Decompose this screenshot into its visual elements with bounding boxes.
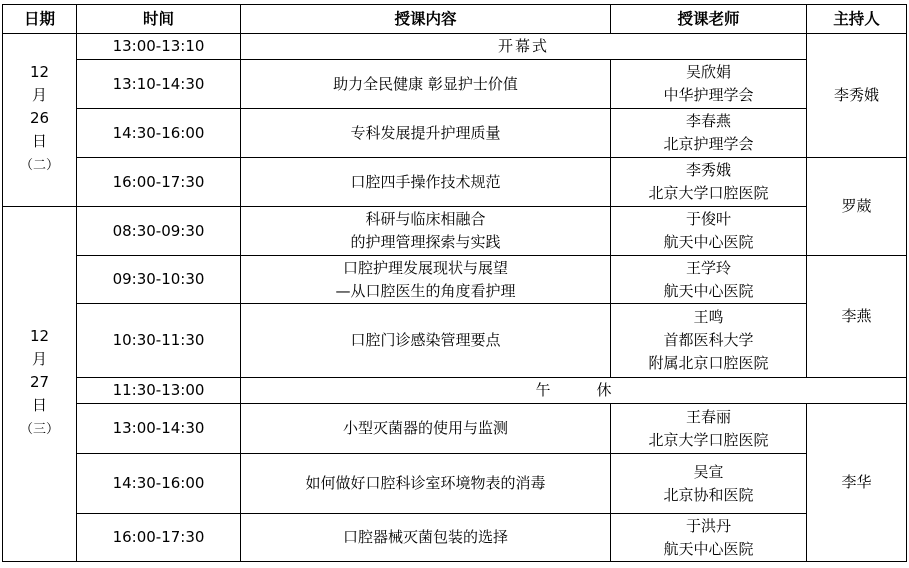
header-content: 授课内容 bbox=[241, 5, 611, 34]
header-row bbox=[3, 5, 907, 34]
date-day: 27 bbox=[29, 373, 50, 391]
content-line: 的护理管理探索与实践 bbox=[350, 233, 501, 251]
header-teacher: 授课老师 bbox=[611, 5, 807, 34]
session-teacher bbox=[611, 514, 807, 562]
host-cell: 罗葳 bbox=[807, 158, 907, 256]
teacher-name: 王春丽 bbox=[685, 407, 731, 426]
session-time: 14:30-16:00 bbox=[77, 454, 241, 514]
teacher-org: 中华护理学会 bbox=[663, 86, 754, 104]
teacher-name: 李春燕 bbox=[685, 112, 731, 130]
teacher-org: 航天中心医院 bbox=[663, 233, 754, 251]
teacher-name: 于洪丹 bbox=[685, 516, 731, 535]
host-cell: 李秀娥 bbox=[807, 34, 907, 158]
date-cell-day2 bbox=[3, 207, 77, 562]
session-time: 16:00-17:30 bbox=[77, 514, 241, 562]
teacher-org: 北京大学口腔医院 bbox=[648, 430, 769, 449]
session-content bbox=[241, 256, 611, 304]
session-time: 16:00-17:30 bbox=[77, 158, 241, 207]
date-day-unit: 日 bbox=[31, 132, 47, 150]
date-day: 26 bbox=[29, 109, 50, 127]
table-row bbox=[3, 256, 907, 304]
teacher-name: 吴欣娟 bbox=[685, 63, 731, 81]
session-content: 小型灭菌器的使用与监测 bbox=[241, 404, 611, 454]
host-cell: 李燕 bbox=[807, 256, 907, 378]
table-row bbox=[3, 404, 907, 454]
date-weekday: （三） bbox=[19, 422, 59, 437]
session-time: 14:30-16:00 bbox=[77, 109, 241, 158]
content-line: 科研与临床相融合 bbox=[365, 210, 486, 228]
session-content: 助力全民健康 彰显护士价值 bbox=[241, 60, 611, 109]
table-row bbox=[3, 60, 907, 109]
date-month: 12 bbox=[29, 327, 50, 345]
date-month: 12 bbox=[29, 63, 50, 81]
session-content: 口腔四手操作技术规范 bbox=[241, 158, 611, 207]
teacher-org: 北京大学口腔医院 bbox=[648, 184, 769, 202]
session-time: 09:30-10:30 bbox=[77, 256, 241, 304]
session-time: 13:10-14:30 bbox=[77, 60, 241, 109]
session-content bbox=[241, 207, 611, 256]
date-month-unit: 月 bbox=[31, 86, 47, 104]
session-time: 13:00-13:10 bbox=[77, 34, 241, 60]
session-content: 口腔器械灭菌包装的选择 bbox=[241, 514, 611, 562]
teacher-org: 北京协和医院 bbox=[663, 485, 754, 504]
session-time: 10:30-11:30 bbox=[77, 304, 241, 378]
header-time: 时间 bbox=[77, 5, 241, 34]
session-teacher bbox=[611, 256, 807, 304]
teacher-name: 吴宣 bbox=[693, 462, 724, 481]
session-content: 如何做好口腔科诊室环境物表的消毒 bbox=[241, 454, 611, 514]
session-content: 口腔门诊感染管理要点 bbox=[241, 304, 611, 378]
lunch-break bbox=[241, 378, 907, 404]
teacher-org: 航天中心医院 bbox=[663, 539, 754, 558]
session-content: 专科发展提升护理质量 bbox=[241, 109, 611, 158]
date-weekday: （二） bbox=[19, 158, 59, 173]
session-teacher bbox=[611, 109, 807, 158]
content-line: 口腔护理发展现状与展望 bbox=[342, 258, 508, 277]
teacher-name: 王鸣 bbox=[693, 308, 724, 326]
teacher-org: 北京护理学会 bbox=[663, 135, 754, 153]
schedule-table bbox=[2, 4, 907, 562]
session-teacher bbox=[611, 454, 807, 514]
teacher-name: 李秀娥 bbox=[685, 161, 731, 179]
session-time: 08:30-09:30 bbox=[77, 207, 241, 256]
session-teacher bbox=[611, 158, 807, 207]
table-row bbox=[3, 34, 907, 60]
teacher-org: 航天中心医院 bbox=[663, 281, 754, 300]
host-cell: 李华 bbox=[807, 404, 907, 562]
teacher-org: 首都医科大学 bbox=[663, 331, 754, 349]
session-time: 13:00-14:30 bbox=[77, 404, 241, 454]
date-month-unit: 月 bbox=[31, 350, 47, 368]
teacher-name: 王学玲 bbox=[685, 258, 731, 277]
session-teacher bbox=[611, 304, 807, 378]
table-row bbox=[3, 454, 907, 514]
date-cell-day1 bbox=[3, 34, 77, 207]
session-teacher bbox=[611, 404, 807, 454]
header-date: 日期 bbox=[3, 5, 77, 34]
table-row bbox=[3, 207, 907, 256]
table-row bbox=[3, 378, 907, 404]
table-row bbox=[3, 158, 907, 207]
session-teacher bbox=[611, 60, 807, 109]
session-content: 开幕式 bbox=[241, 34, 807, 60]
lunch-char: 午 bbox=[535, 381, 551, 399]
content-line: —从口腔医生的角度看护理 bbox=[335, 281, 516, 300]
table-row bbox=[3, 304, 907, 378]
table-row bbox=[3, 109, 907, 158]
teacher-name: 于俊叶 bbox=[685, 210, 731, 228]
session-time: 11:30-13:00 bbox=[77, 378, 241, 404]
lunch-char: 休 bbox=[596, 381, 612, 399]
teacher-org: 附属北京口腔医院 bbox=[648, 354, 769, 372]
date-day-unit: 日 bbox=[31, 396, 47, 414]
session-teacher bbox=[611, 207, 807, 256]
header-host: 主持人 bbox=[807, 5, 907, 34]
table-row bbox=[3, 514, 907, 562]
